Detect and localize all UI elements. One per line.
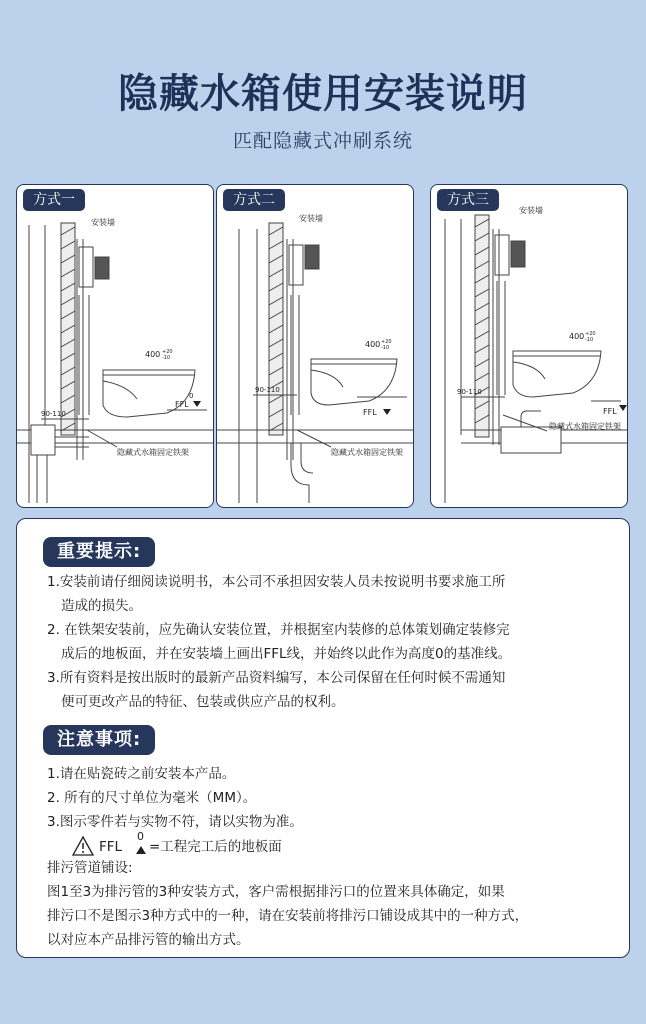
method-3-ffl-marker <box>619 405 627 411</box>
method-3-wall-label: 安装墙 <box>519 206 543 215</box>
ffl-definition: =工程完工后的地板面 <box>149 839 282 855</box>
page-subtitle: 匹配隐藏式冲刷系统 <box>232 130 413 152</box>
method-2-height-tol-top: +20 <box>381 339 392 345</box>
method-1-zero-label: 0 <box>189 392 194 400</box>
method-1-dim-label: 90-110 <box>41 410 66 418</box>
attention-line-1: 1.请在贴瓷砖之前安装本产品。 <box>47 766 236 782</box>
method-3-tag: 方式三 <box>437 189 499 211</box>
ffl-legend <box>71 830 291 859</box>
ffl-marker-icon <box>135 845 147 855</box>
important-line-4: 成后的地板面，并在安装墙上画出FFL线，并始终以此作为高度0的基准线。 <box>61 646 512 662</box>
method-3-height-tol-bottom: -10 <box>585 337 594 343</box>
notes-card <box>16 518 630 958</box>
important-heading: 重要提示: <box>43 537 155 567</box>
important-line-3: 2. 在铁架安装前，应先确认安装位置，并根据室内装修的总体策划确定装修完 <box>47 622 510 638</box>
important-line-2: 造成的损失。 <box>61 598 142 614</box>
method-3-ffl-label: FFL <box>603 407 617 416</box>
method-1-height-tol-top: +20 <box>162 349 173 355</box>
ffl-zero-label: 0 <box>137 830 144 843</box>
method-1-tag: 方式一 <box>23 189 85 211</box>
method-2-diagram <box>217 185 414 508</box>
method-3-height-tol-top: +20 <box>585 331 596 337</box>
important-line-5: 3.所有资料是按出版时的最新产品资料编写，本公司保留在任何时候不需通知 <box>47 670 506 686</box>
method-2-ffl-marker <box>383 409 391 415</box>
method-3-diagram <box>431 185 628 508</box>
method-3-dim-label: 90-110 <box>457 388 482 396</box>
drain-line-3: 以对应本产品排污管的输出方式。 <box>47 932 250 948</box>
method-1-ffl-marker <box>193 401 201 407</box>
method-2-ffl-label: FFL <box>363 408 377 417</box>
attention-line-2: 2. 所有的尺寸单位为毫米（MM）。 <box>47 790 257 806</box>
method-1-wall-label: 安装墙 <box>91 218 115 227</box>
method-2-wall-label: 安装墙 <box>299 214 323 223</box>
page-title: 隐藏水箱使用安装说明 <box>118 71 528 117</box>
method-3-height-label: 400 <box>569 332 585 341</box>
important-line-1: 1.安装前请仔细阅读说明书，本公司不承担因安装人员未按说明书要求施工所 <box>47 574 506 590</box>
method-3-panel <box>430 184 628 508</box>
method-3-bracket-label: 隐藏式水箱固定铁架 <box>549 422 621 431</box>
drain-title: 排污管道铺设: <box>47 860 133 876</box>
method-2-height-label: 400 <box>365 340 381 349</box>
drain-line-2: 排污口不是图示3种方式中的一种，请在安装前将排污口铺设成其中的一种方式， <box>47 908 529 924</box>
method-1-diagram <box>17 185 214 508</box>
method-1-panel <box>16 184 214 508</box>
method-1-bracket-label: 隐藏式水箱固定铁架 <box>117 448 189 457</box>
warning-icon <box>71 835 95 857</box>
method-2-bracket-label: 隐藏式水箱固定铁架 <box>331 448 403 457</box>
method-2-tag: 方式二 <box>223 189 285 211</box>
drain-line-1: 图1至3为排污管的3种安装方式，客户需根据排污口的位置来具体确定，如果 <box>47 884 505 900</box>
attention-line-3: 3.图示零件若与实物不符，请以实物为准。 <box>47 814 303 830</box>
method-1-height-label: 400 <box>145 350 161 359</box>
ffl-symbol-label: FFL <box>99 839 123 855</box>
attention-heading: 注意事项: <box>43 725 155 755</box>
method-2-dim-label: 90-110 <box>255 386 280 394</box>
method-2-panel <box>216 184 414 508</box>
method-1-height-tol-bottom: -10 <box>162 355 171 361</box>
important-line-6: 便可更改产品的特征、包装或供应产品的权利。 <box>61 694 345 710</box>
method-2-height-tol-bottom: -10 <box>381 345 390 351</box>
method-1-ffl-label: FFL <box>175 400 189 409</box>
